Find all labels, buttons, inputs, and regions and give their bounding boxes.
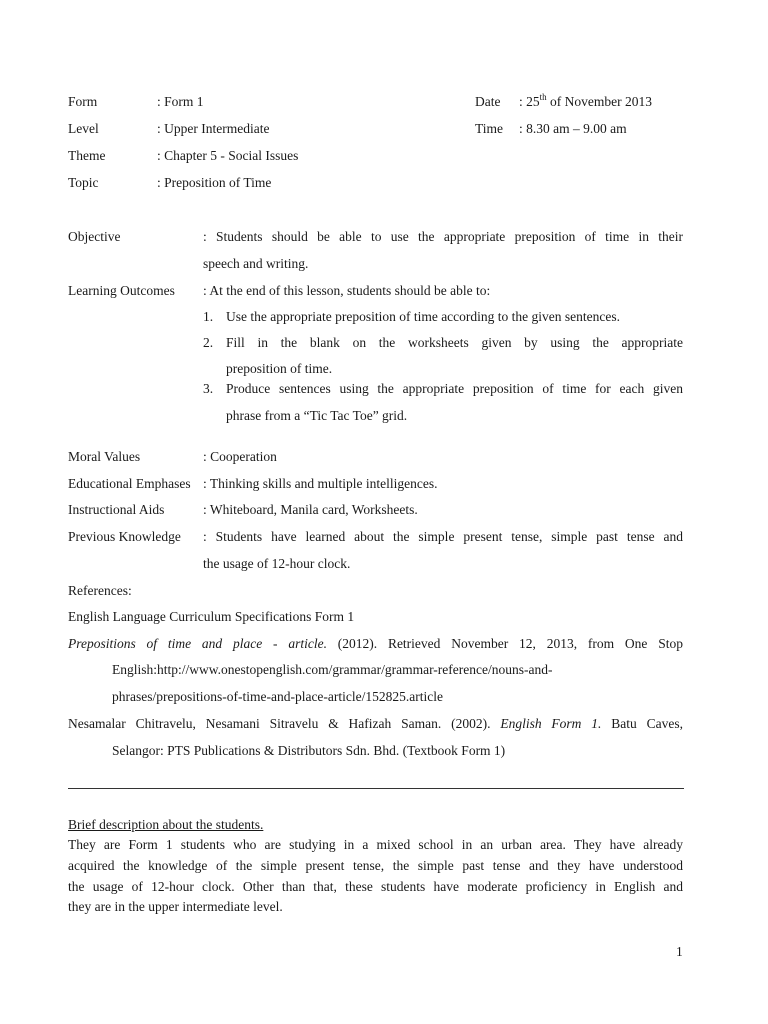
instructional-aids-value: : Whiteboard, Manila card, Worksheets. <box>203 502 418 517</box>
objective-line2: speech and writing. <box>203 256 309 271</box>
educational-emphases-value: : Thinking skills and multiple intelligences. <box>203 476 438 491</box>
outcome-number: 3. <box>203 381 214 396</box>
reference-entry-continued: Selangor: PTS Publications & Distributors Sdn. Bhd. (Textbook Form 1) <box>112 743 506 758</box>
theme-label: Theme <box>68 148 106 163</box>
previous-knowledge-label: Previous Knowledge <box>68 529 181 544</box>
outcome-text-continued: phrase from a “Tic Tac Toe” grid. <box>226 408 408 423</box>
level-value: : Upper Intermediate <box>157 121 270 136</box>
outcome-text: Fill in the blank on the worksheets given by using the appropriate <box>226 335 683 350</box>
brief-line: they are in the upper intermediate level. <box>68 899 283 914</box>
reference-entry: English Language Curriculum Specifications Form 1 <box>68 609 355 624</box>
brief-line: the usage of 12-hour clock. Other than that, these students have moderate proficiency in English and <box>68 879 683 894</box>
reference-title: English Form 1. <box>500 716 602 731</box>
reference-title: Prepositions of time and place - article. <box>68 636 327 651</box>
references-heading: References: <box>68 583 132 598</box>
reference-url: English:http://www.onestopenglish.com/grammar/grammar-reference/nouns-and- <box>112 662 553 677</box>
moral-values-value: : Cooperation <box>203 449 277 464</box>
horizontal-divider <box>68 788 684 789</box>
topic-value: : Preposition of Time <box>157 175 272 190</box>
learning-outcomes-intro: : At the end of this lesson, students should be able to: <box>203 283 491 298</box>
brief-line: They are Form 1 students who are studying in a mixed school in an urban area. They have already <box>68 837 683 852</box>
objective-line1: : Students should be able to use the appropriate preposition of time in their <box>203 229 683 244</box>
theme-value: : Chapter 5 - Social Issues <box>157 148 299 163</box>
previous-knowledge-line1: : Students have learned about the simple present tense, simple past tense and <box>203 529 683 544</box>
reference-entry: Nesamalar Chitravelu, Nesamani Sitravelu & Hafizah Saman. (2002). English Form 1. Batu Caves, <box>68 716 683 731</box>
learning-outcomes-label: Learning Outcomes <box>68 283 175 298</box>
brief-line: acquired the knowledge of the simple present tense, the simple past tense and they have understood <box>68 858 683 873</box>
form-label: Form <box>68 94 98 109</box>
reference-entry: Prepositions of time and place - article. (2012). Retrieved November 12, 2013, from One Stop <box>68 636 683 651</box>
date-value: : 25th of November 2013 <box>519 91 653 109</box>
topic-label: Topic <box>68 175 99 190</box>
outcome-number: 2. <box>203 335 214 350</box>
date-label: Date <box>475 94 501 109</box>
previous-knowledge-line2: the usage of 12-hour clock. <box>203 556 351 571</box>
outcome-number: 1. <box>203 309 214 324</box>
time-value: : 8.30 am – 9.00 am <box>519 121 627 136</box>
reference-url-continued: phrases/prepositions-of-time-and-place-article/152825.article <box>112 689 443 704</box>
time-label: Time <box>475 121 504 136</box>
moral-values-label: Moral Values <box>68 449 141 464</box>
outcome-text: Use the appropriate preposition of time according to the given sentences. <box>226 309 620 324</box>
outcome-text: Produce sentences using the appropriate preposition of time for each given <box>226 381 683 396</box>
page-number: 1 <box>676 944 683 959</box>
brief-heading: Brief description about the students. <box>68 817 264 832</box>
educational-emphases-label: Educational Emphases <box>68 476 191 491</box>
objective-label: Objective <box>68 229 121 244</box>
form-value: : Form 1 <box>157 94 204 109</box>
instructional-aids-label: Instructional Aids <box>68 502 165 517</box>
outcome-text-continued: preposition of time. <box>226 361 333 376</box>
level-label: Level <box>68 121 99 136</box>
